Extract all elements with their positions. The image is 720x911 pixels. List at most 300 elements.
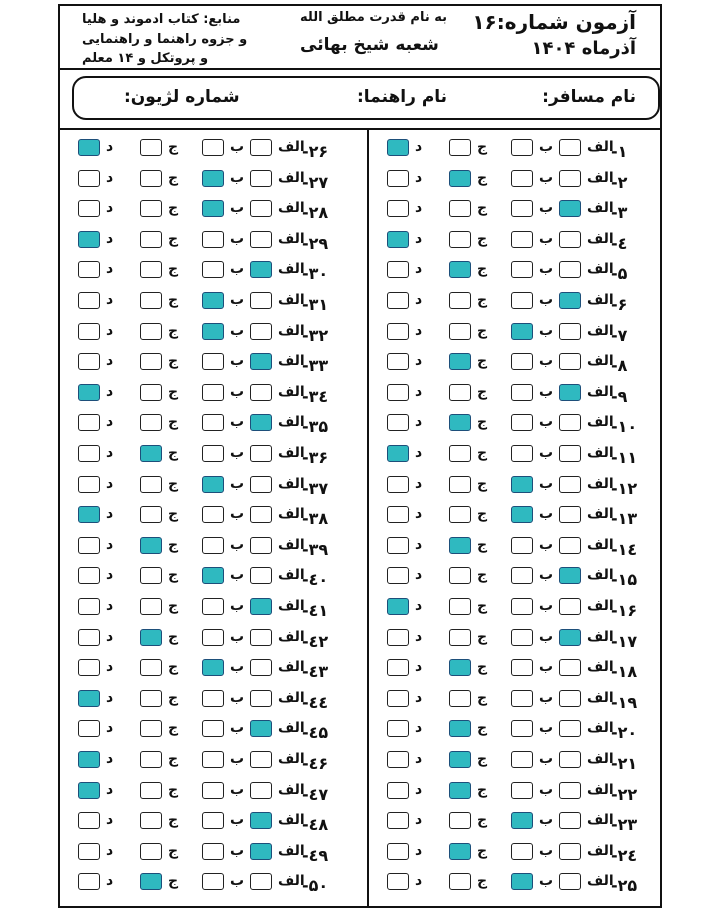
option-label: د	[106, 782, 114, 798]
answer-bubble[interactable]	[250, 720, 272, 737]
option-label: ب	[539, 598, 554, 614]
option-label: ب	[230, 873, 245, 889]
answer-bubble[interactable]	[250, 292, 272, 309]
option-label: ج	[477, 720, 488, 736]
question-row	[0, 565, 720, 595]
question-number: ٤-	[611, 234, 628, 253]
answer-bubble[interactable]	[202, 537, 224, 554]
question-row	[0, 688, 720, 718]
answer-bubble[interactable]	[250, 476, 272, 493]
option-label: الف	[278, 231, 305, 247]
option-label: ج	[168, 690, 179, 706]
option-label: ج	[477, 506, 488, 522]
answer-bubble[interactable]	[250, 139, 272, 156]
option-label: الف	[587, 843, 614, 859]
option-label: ب	[539, 843, 554, 859]
option-label: ب	[539, 782, 554, 798]
option-label: ب	[230, 720, 245, 736]
question-number: ٤۳-	[302, 662, 329, 681]
option-label: د	[415, 200, 423, 216]
answer-bubble[interactable]	[140, 843, 162, 860]
answer-bubble[interactable]	[250, 170, 272, 187]
answer-bubble[interactable]	[78, 414, 100, 431]
answer-bubble[interactable]	[140, 353, 162, 370]
option-label: ج	[168, 843, 179, 859]
answer-bubble[interactable]	[202, 231, 224, 248]
option-label: ب	[539, 873, 554, 889]
answer-bubble[interactable]	[78, 812, 100, 829]
sources-line-1: منابع: کتاب ادموند و هلیا	[82, 12, 241, 27]
option-label: ب	[230, 843, 245, 859]
option-label: ج	[477, 567, 488, 583]
option-label: ج	[477, 414, 488, 430]
option-label: الف	[587, 537, 614, 553]
answer-bubble[interactable]	[140, 445, 162, 462]
question-number: ۳۱-	[302, 295, 329, 314]
answer-bubble[interactable]	[250, 843, 272, 860]
option-label: د	[106, 323, 114, 339]
question-number: ٤٤-	[302, 693, 329, 712]
option-label: د	[106, 720, 114, 736]
answer-bubble[interactable]	[202, 200, 224, 217]
option-label: الف	[278, 629, 305, 645]
answer-bubble[interactable]	[140, 629, 162, 646]
option-label: ج	[168, 200, 179, 216]
option-label: ج	[477, 445, 488, 461]
option-label: ب	[539, 812, 554, 828]
option-label: ب	[230, 567, 245, 583]
option-label: ج	[477, 384, 488, 400]
question-number: ۵۰-	[302, 876, 329, 895]
answer-bubble[interactable]	[78, 751, 100, 768]
option-label: ب	[539, 506, 554, 522]
answer-bubble[interactable]	[202, 873, 224, 890]
question-row	[0, 504, 720, 534]
answer-bubble[interactable]	[140, 139, 162, 156]
answer-bubble[interactable]	[202, 445, 224, 462]
option-label: ب	[539, 659, 554, 675]
answer-bubble[interactable]	[140, 598, 162, 615]
answer-bubble[interactable]	[140, 720, 162, 737]
option-label: الف	[587, 567, 614, 583]
option-label: الف	[587, 139, 614, 155]
legion-number-label: شماره لژیون:	[124, 87, 240, 107]
option-label: الف	[587, 782, 614, 798]
question-row	[0, 443, 720, 473]
option-label: ب	[539, 353, 554, 369]
answer-bubble[interactable]	[78, 476, 100, 493]
answer-bubble[interactable]	[78, 567, 100, 584]
option-label: ج	[168, 659, 179, 675]
option-label: ب	[230, 598, 245, 614]
answer-bubble[interactable]	[78, 353, 100, 370]
answer-bubble[interactable]	[140, 261, 162, 278]
answer-bubble[interactable]	[250, 782, 272, 799]
option-label: د	[415, 567, 423, 583]
answer-bubble[interactable]	[78, 720, 100, 737]
question-number: ۲۸-	[302, 203, 329, 222]
option-label: ج	[168, 170, 179, 186]
question-number: ۲۷-	[302, 173, 329, 192]
option-label: د	[106, 843, 114, 859]
answer-bubble[interactable]	[202, 384, 224, 401]
question-row	[0, 780, 720, 810]
answer-bubble[interactable]	[140, 659, 162, 676]
option-label: الف	[587, 598, 614, 614]
answer-bubble[interactable]	[250, 812, 272, 829]
answer-bubble[interactable]	[78, 323, 100, 340]
option-label: الف	[278, 170, 305, 186]
answer-bubble[interactable]	[140, 323, 162, 340]
option-label: ج	[168, 323, 179, 339]
option-label: ب	[539, 445, 554, 461]
option-label: ب	[230, 445, 245, 461]
answer-bubble[interactable]	[78, 537, 100, 554]
option-label: الف	[278, 751, 305, 767]
answer-bubble[interactable]	[140, 751, 162, 768]
question-number: ۱۶-	[611, 601, 638, 620]
question-number: ۱۰-	[611, 417, 638, 436]
option-label: د	[106, 629, 114, 645]
option-label: د	[106, 231, 114, 247]
question-number: ۹-	[611, 387, 628, 406]
question-number: ٤۹-	[302, 846, 329, 865]
question-row	[0, 382, 720, 412]
option-label: الف	[587, 751, 614, 767]
option-label: ج	[477, 353, 488, 369]
option-label: الف	[278, 323, 305, 339]
answer-bubble[interactable]	[250, 873, 272, 890]
answer-bubble[interactable]	[140, 200, 162, 217]
question-number: ۳٤-	[302, 387, 329, 406]
answer-bubble[interactable]	[250, 598, 272, 615]
answer-bubble[interactable]	[202, 843, 224, 860]
option-label: ج	[168, 231, 179, 247]
answer-bubble[interactable]	[202, 629, 224, 646]
option-label: ج	[477, 139, 488, 155]
question-row	[0, 137, 720, 167]
option-label: ج	[168, 414, 179, 430]
option-label: الف	[587, 231, 614, 247]
option-label: الف	[587, 445, 614, 461]
question-number: ۳۰-	[302, 264, 329, 283]
option-label: الف	[278, 506, 305, 522]
answer-bubble[interactable]	[202, 414, 224, 431]
option-label: الف	[587, 170, 614, 186]
option-label: د	[415, 506, 423, 522]
question-number: ۲۱-	[611, 754, 638, 773]
answer-bubble[interactable]	[250, 414, 272, 431]
option-label: د	[415, 139, 423, 155]
option-label: ج	[477, 843, 488, 859]
option-label: الف	[278, 567, 305, 583]
answer-bubble[interactable]	[250, 629, 272, 646]
answer-bubble[interactable]	[202, 170, 224, 187]
branch-name: شعبه شیخ بهائی	[300, 35, 439, 55]
option-label: الف	[278, 782, 305, 798]
answer-bubble[interactable]	[78, 843, 100, 860]
option-label: ج	[168, 384, 179, 400]
answer-bubble[interactable]	[140, 414, 162, 431]
option-label: ب	[539, 139, 554, 155]
option-label: ج	[168, 720, 179, 736]
question-row	[0, 871, 720, 901]
answer-bubble[interactable]	[140, 292, 162, 309]
option-label: ج	[168, 567, 179, 583]
option-label: الف	[587, 476, 614, 492]
option-label: ج	[168, 506, 179, 522]
option-label: الف	[587, 292, 614, 308]
question-number: ۲۶-	[302, 142, 329, 161]
answer-bubble[interactable]	[140, 506, 162, 523]
question-number: ۸-	[611, 356, 628, 375]
option-label: د	[106, 537, 114, 553]
answer-bubble[interactable]	[250, 690, 272, 707]
question-row	[0, 627, 720, 657]
option-label: د	[415, 812, 423, 828]
option-label: الف	[278, 720, 305, 736]
option-label: د	[415, 659, 423, 675]
question-number: ۳-	[611, 203, 628, 222]
option-label: ج	[168, 261, 179, 277]
option-label: ج	[477, 537, 488, 553]
exam-date: آذرماه ۱۴۰۴	[531, 38, 636, 59]
answer-bubble[interactable]	[78, 170, 100, 187]
answer-bubble[interactable]	[202, 751, 224, 768]
question-number: ۳۸-	[302, 509, 329, 528]
question-row	[0, 290, 720, 320]
answer-bubble[interactable]	[78, 139, 100, 156]
option-label: ب	[539, 292, 554, 308]
option-label: ج	[168, 445, 179, 461]
option-label: ج	[477, 261, 488, 277]
question-row	[0, 718, 720, 748]
question-row	[0, 535, 720, 565]
answers-top-divider	[58, 128, 660, 130]
question-row	[0, 321, 720, 351]
answer-bubble[interactable]	[250, 751, 272, 768]
option-label: د	[415, 414, 423, 430]
option-label: ب	[230, 782, 245, 798]
option-label: ج	[168, 476, 179, 492]
option-label: ب	[539, 690, 554, 706]
option-label: د	[415, 231, 423, 247]
answer-bubble[interactable]	[78, 629, 100, 646]
answer-bubble[interactable]	[78, 782, 100, 799]
answer-bubble[interactable]	[78, 506, 100, 523]
option-label: د	[106, 751, 114, 767]
question-row	[0, 810, 720, 840]
answer-bubble[interactable]	[78, 261, 100, 278]
option-label: ج	[477, 629, 488, 645]
answer-bubble[interactable]	[202, 598, 224, 615]
question-number: ۲-	[611, 173, 628, 192]
option-label: د	[106, 200, 114, 216]
answer-bubble[interactable]	[202, 292, 224, 309]
option-label: الف	[278, 843, 305, 859]
question-number: ۱۲-	[611, 479, 638, 498]
answer-bubble[interactable]	[140, 537, 162, 554]
answer-bubble[interactable]	[250, 353, 272, 370]
answer-bubble[interactable]	[140, 873, 162, 890]
question-number: ۲۰-	[611, 723, 638, 742]
option-label: ب	[230, 629, 245, 645]
option-label: الف	[587, 323, 614, 339]
answer-bubble[interactable]	[250, 200, 272, 217]
question-number: ۷-	[611, 326, 628, 345]
option-label: الف	[278, 292, 305, 308]
option-label: ب	[539, 384, 554, 400]
answer-bubble[interactable]	[140, 476, 162, 493]
option-label: ج	[168, 353, 179, 369]
option-label: الف	[587, 261, 614, 277]
question-row	[0, 596, 720, 626]
option-label: ج	[168, 598, 179, 614]
answer-bubble[interactable]	[78, 292, 100, 309]
option-label: د	[106, 873, 114, 889]
question-number: ۲۵-	[611, 876, 638, 895]
question-row	[0, 229, 720, 259]
question-number: ۳۹-	[302, 540, 329, 559]
option-label: ب	[230, 261, 245, 277]
answer-bubble[interactable]	[140, 782, 162, 799]
option-label: ب	[230, 200, 245, 216]
question-number: ۱٤-	[611, 540, 638, 559]
option-label: د	[415, 537, 423, 553]
answer-bubble[interactable]	[140, 170, 162, 187]
answer-bubble[interactable]	[78, 873, 100, 890]
option-label: ج	[168, 751, 179, 767]
answer-bubble[interactable]	[250, 567, 272, 584]
option-label: الف	[278, 139, 305, 155]
question-number: ۵-	[611, 264, 628, 283]
answer-bubble[interactable]	[250, 384, 272, 401]
answer-bubble[interactable]	[202, 353, 224, 370]
answer-bubble[interactable]	[202, 476, 224, 493]
option-label: الف	[278, 200, 305, 216]
question-number: ۳۵-	[302, 417, 329, 436]
option-label: الف	[278, 690, 305, 706]
answer-bubble[interactable]	[202, 812, 224, 829]
answer-bubble[interactable]	[140, 690, 162, 707]
option-label: ج	[477, 690, 488, 706]
option-label: ج	[477, 873, 488, 889]
option-label: الف	[587, 384, 614, 400]
question-row	[0, 474, 720, 504]
option-label: ج	[168, 812, 179, 828]
option-label: الف	[278, 659, 305, 675]
question-number: ۳۲-	[302, 326, 329, 345]
question-number: ۱-	[611, 142, 628, 161]
answer-bubble[interactable]	[250, 323, 272, 340]
answer-bubble[interactable]	[202, 720, 224, 737]
answer-bubble[interactable]	[140, 567, 162, 584]
option-label: د	[415, 720, 423, 736]
option-label: ج	[477, 323, 488, 339]
answer-bubble[interactable]	[202, 323, 224, 340]
answer-bubble[interactable]	[78, 690, 100, 707]
option-label: الف	[587, 506, 614, 522]
answer-bubble[interactable]	[250, 231, 272, 248]
option-label: الف	[278, 445, 305, 461]
option-label: ب	[230, 476, 245, 492]
answer-bubble[interactable]	[78, 659, 100, 676]
header-divider	[58, 68, 660, 70]
answer-bubble[interactable]	[202, 139, 224, 156]
answer-bubble[interactable]	[250, 659, 272, 676]
question-number: ٤۵-	[302, 723, 329, 742]
option-label: د	[106, 476, 114, 492]
option-label: د	[415, 873, 423, 889]
option-label: ب	[230, 537, 245, 553]
option-label: د	[106, 445, 114, 461]
option-label: ج	[168, 537, 179, 553]
answer-bubble[interactable]	[202, 567, 224, 584]
option-label: الف	[587, 414, 614, 430]
option-label: ب	[230, 812, 245, 828]
answer-bubble[interactable]	[202, 659, 224, 676]
option-label: ج	[477, 170, 488, 186]
question-number: ٤۰-	[302, 570, 329, 589]
answer-bubble[interactable]	[78, 231, 100, 248]
answer-bubble[interactable]	[78, 445, 100, 462]
answer-bubble[interactable]	[78, 200, 100, 217]
option-label: ج	[477, 292, 488, 308]
option-label: ب	[539, 629, 554, 645]
option-label: ب	[539, 323, 554, 339]
option-label: الف	[278, 384, 305, 400]
answer-bubble[interactable]	[140, 231, 162, 248]
question-row	[0, 198, 720, 228]
option-label: د	[415, 384, 423, 400]
answer-bubble[interactable]	[78, 384, 100, 401]
answer-bubble[interactable]	[140, 812, 162, 829]
answer-bubble[interactable]	[250, 537, 272, 554]
option-label: الف	[278, 598, 305, 614]
answer-bubble[interactable]	[202, 782, 224, 799]
option-label: الف	[587, 812, 614, 828]
answer-bubble[interactable]	[250, 261, 272, 278]
answer-bubble[interactable]	[202, 690, 224, 707]
answer-bubble[interactable]	[202, 261, 224, 278]
option-label: د	[106, 261, 114, 277]
question-number: ۲۳-	[611, 815, 638, 834]
option-label: الف	[278, 353, 305, 369]
answer-bubble[interactable]	[250, 506, 272, 523]
option-label: ج	[168, 782, 179, 798]
answer-bubble[interactable]	[78, 598, 100, 615]
option-label: ب	[230, 384, 245, 400]
question-number: ٤۶-	[302, 754, 329, 773]
option-label: الف	[587, 659, 614, 675]
option-label: ب	[539, 567, 554, 583]
option-label: د	[415, 323, 423, 339]
basmala: به نام قدرت مطلق الله	[300, 10, 447, 25]
option-label: ج	[477, 200, 488, 216]
exam-title: آزمون شماره:۱۶	[472, 10, 636, 34]
option-label: ب	[230, 751, 245, 767]
option-label: د	[415, 261, 423, 277]
question-row	[0, 259, 720, 289]
option-label: ب	[230, 690, 245, 706]
option-label: الف	[278, 476, 305, 492]
question-row	[0, 351, 720, 381]
question-number: ۲۲-	[611, 785, 638, 804]
answer-bubble[interactable]	[202, 506, 224, 523]
answer-bubble[interactable]	[140, 384, 162, 401]
option-label: ب	[230, 659, 245, 675]
answer-bubble[interactable]	[250, 445, 272, 462]
